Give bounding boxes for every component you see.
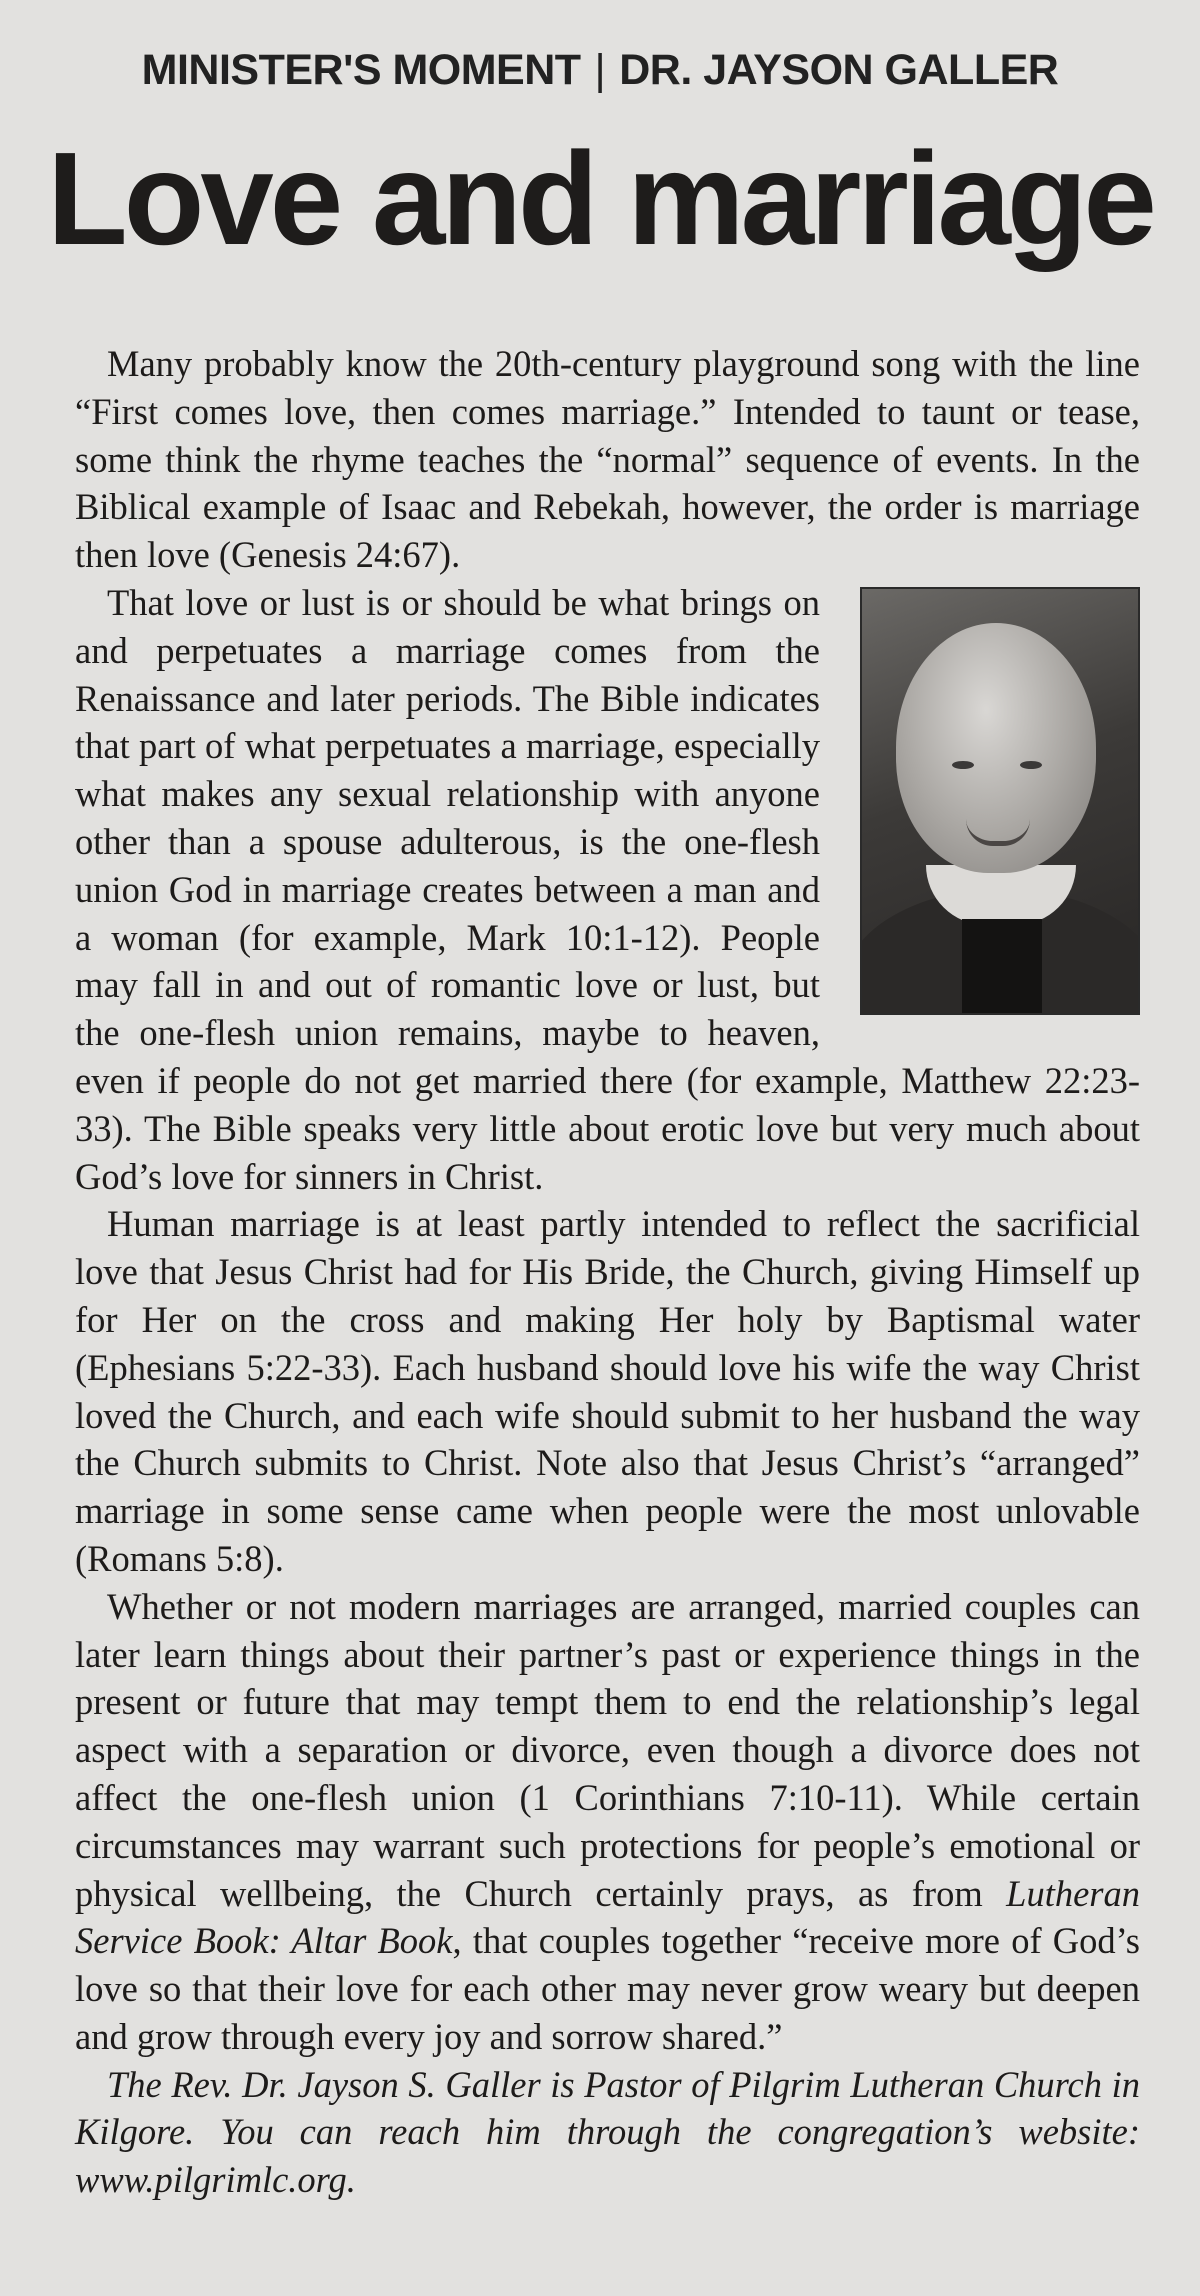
section-name: MINISTER'S MOMENT <box>141 46 581 94</box>
author-portrait-icon <box>860 587 1140 1015</box>
paragraph-4-text-a: Whether or not modern marriages are arranged, married couples can later learn things about their partner’s past or experience things in the present or future that may tempt them to end the relationship’s legal aspect with a separation or divorce, even though a divorce does not affect the one-flesh union (1 Corinthians 7:10-11). While certain circumstances may warrant such protections for people’s emotional or physical wellbeing, the Church certainly prays, as from <box>75 1585 1140 1914</box>
paragraph-3: Human marriage is at least partly intended to reflect the sacrificial love that Jesus Christ had for His Bride, the Church, giving Himself up for Her on the cross and making Her holy by Baptismal water (Ephesians 5:22-33). Each husband should love his wife the way Christ loved the Church, and each wife should submit to her husband the way the Church submits to Christ. Note also that Jesus Christ’s “arranged” marriage in some sense came when people were the most unlovable (Romans 5:8). <box>75 1203 1140 1579</box>
kicker-separator: | <box>594 46 606 94</box>
author-name: DR. JAYSON GALLER <box>619 46 1059 94</box>
author-byline: The Rev. Dr. Jayson S. Galler is Pastor of Pilgrim Lutheran Church in Kilgore. You can reach him through the congregation’s website: www.pilgrimlc.org. <box>75 2063 1140 2201</box>
portrait-eye-left <box>952 761 974 769</box>
book-title: Lutheran Service Book: Altar Book <box>75 1872 1140 1962</box>
paragraph-4-text-b: , that couples together “receive more of God’s love so that their love for each other may never grow weary but deepen and grow through every joy and sorrow shared.” <box>75 1920 1140 2057</box>
paragraph-4 <box>75 1583 1140 2061</box>
column-kicker <box>0 46 1200 95</box>
portrait-shirt <box>962 919 1042 1015</box>
paragraph-2: That love or lust is or should be what brings on and perpetuates a marriage comes from the Renaissance and later periods. The Bible indicates that part of what perpetuates a marriage, especially what makes any sexual relationship with anyone other than a spouse adulterous, is the one-flesh union God in marriage creates between a man and a woman (for example, Mark 10:1-12). People may fall in and out of romantic love or lust, but the one-flesh union remains, maybe to heaven, even if people do not get married there (for example, Matthew 22:23-33). The Bible speaks very little about erotic love but very much about God’s love for sinners in Christ. <box>75 581 1140 1197</box>
paragraph-1: Many probably know the 20th-century playground song with the line “First comes love, then comes marriage.” Intended to taunt or tease, some think the rhyme teaches the “normal” sequence of events. In the Biblical example of Isaac and Rebekah, however, the order is marriage then love (Genesis 24:67). <box>75 343 1140 576</box>
article-headline: Love and marriage <box>47 125 1153 272</box>
article-body <box>75 340 1140 2204</box>
portrait-eye-right <box>1020 761 1042 769</box>
